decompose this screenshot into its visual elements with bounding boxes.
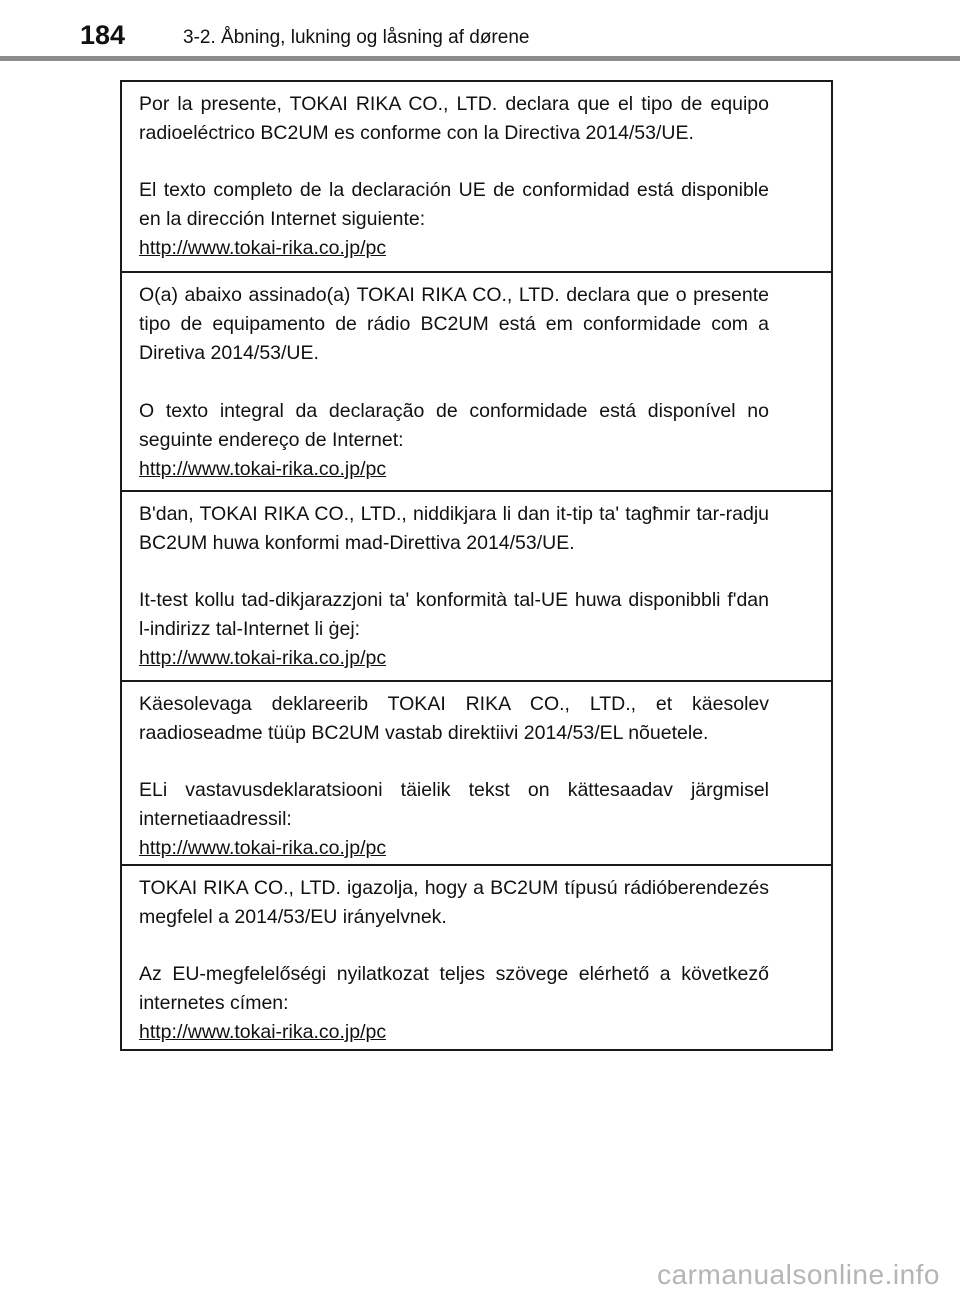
- page-header: [0, 0, 960, 62]
- declaration-availability: ELi vastavusdeklaratsiooni täielik tekst on kättesaadav järgmisel internetiaadressil:: [139, 779, 769, 830]
- declaration-url-link[interactable]: http://www.tokai-rika.co.jp/pc: [139, 837, 387, 859]
- declaration-url-link[interactable]: http://www.tokai-rika.co.jp/pc: [139, 458, 387, 480]
- declaration-spanish: [122, 82, 831, 273]
- declaration-portuguese: [122, 273, 831, 492]
- declaration-availability: Az EU-megfelelőségi nyilatkozat teljes szövege elérhető a következő internetes címen:: [139, 963, 769, 1014]
- declaration-statement: Käesolevaga deklareerib TOKAI RIKA CO., LTD., et käesolev raadioseadme tüüp BC2UM vastab direktiivi 2014/53/EL nõuetele.: [139, 693, 769, 744]
- declaration-availability: It-test kollu tad-dikjarazzjoni ta' konformità tal-UE huwa disponibbli f'dan l-indirizz tal-Internet li ġej:: [139, 589, 769, 640]
- declaration-hungarian: [122, 866, 831, 1051]
- watermark: carmanualsonline.info: [657, 1259, 940, 1290]
- declaration-url-link[interactable]: http://www.tokai-rika.co.jp/pc: [139, 1021, 387, 1043]
- declaration-estonian: [122, 682, 831, 866]
- declaration-statement: Por la presente, TOKAI RIKA CO., LTD. declara que el tipo de equipo radioeléctrico BC2UM es conforme con la Directiva 2014/53/UE.: [139, 93, 769, 144]
- declaration-availability: El texto completo de la declaración UE de conformidad está disponible en la dirección Internet siguiente:: [139, 179, 769, 230]
- declarations-box: [120, 80, 833, 1051]
- page-number: 184: [80, 20, 126, 50]
- declaration-url-link[interactable]: http://www.tokai-rika.co.jp/pc: [139, 237, 387, 259]
- section-title: 3-2. Åbning, lukning og låsning af dørene: [183, 27, 530, 48]
- declaration-statement: O(a) abaixo assinado(a) TOKAI RIKA CO., LTD. declara que o presente tipo de equipamento de rádio BC2UM está em conformidade com a Diretiva 2014/53/UE.: [139, 284, 769, 364]
- declaration-availability: O texto integral da declaração de conformidade está disponível no seguinte endereço de Internet:: [139, 400, 769, 451]
- declaration-maltese: [122, 492, 831, 682]
- header-rule: [0, 56, 960, 61]
- declaration-statement: B'dan, TOKAI RIKA CO., LTD., niddikjara li dan it-tip ta' tagħmir tar-radju BC2UM huwa konformi mad-Direttiva 2014/53/UE.: [139, 503, 769, 554]
- declaration-url-link[interactable]: http://www.tokai-rika.co.jp/pc: [139, 647, 387, 669]
- declaration-statement: TOKAI RIKA CO., LTD. igazolja, hogy a BC2UM típusú rádióberendezés megfelel a 2014/53/EU irányelvnek.: [139, 877, 769, 928]
